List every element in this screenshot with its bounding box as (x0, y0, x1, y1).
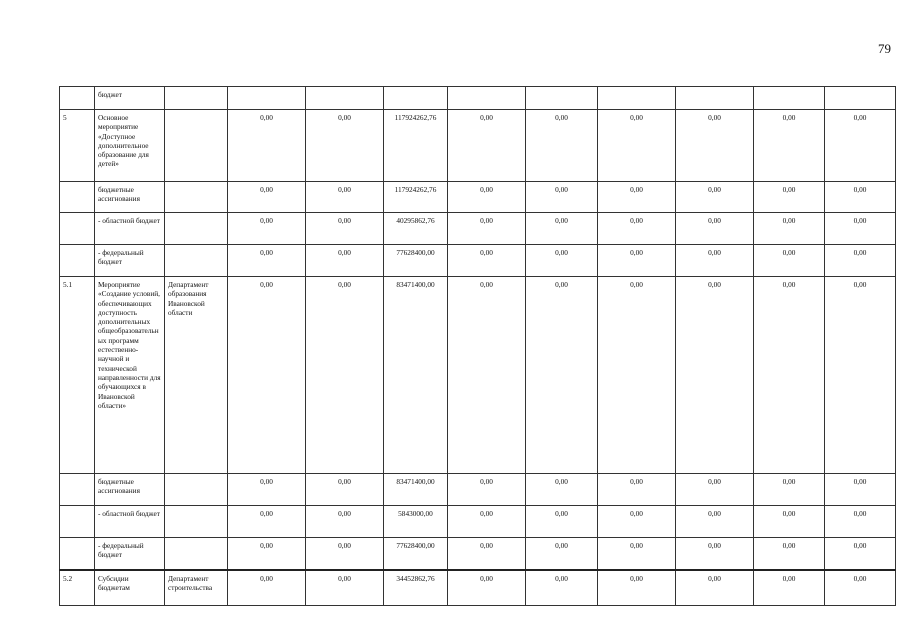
row-number-cell (60, 245, 95, 277)
row-number-cell: 5.2 (60, 570, 95, 606)
value-cell: 0,00 (825, 245, 896, 277)
value-cell: 0,00 (676, 506, 754, 538)
value-cell: 0,00 (306, 182, 384, 213)
value-cell: 0,00 (825, 474, 896, 506)
value-cell (306, 87, 384, 110)
table-row (60, 474, 896, 506)
budget-table (59, 86, 896, 606)
value-cell: 0,00 (598, 538, 676, 570)
value-cell: 0,00 (448, 245, 526, 277)
value-cell (448, 87, 526, 110)
value-cell: 0,00 (754, 182, 825, 213)
value-cell: 0,00 (754, 538, 825, 570)
value-cell: 0,00 (228, 538, 306, 570)
table-row (60, 110, 896, 182)
value-cell: 0,00 (228, 570, 306, 606)
value-cell: 0,00 (598, 110, 676, 182)
row-name-cell: - областной бюджет (95, 213, 165, 245)
value-cell: 0,00 (676, 182, 754, 213)
row-number-cell: 5.1 (60, 277, 95, 474)
value-cell (825, 87, 896, 110)
executor-cell (165, 182, 228, 213)
value-cell: 0,00 (754, 213, 825, 245)
row-name-cell: бюджетные ассигнования (95, 474, 165, 506)
value-cell: 0,00 (754, 506, 825, 538)
value-cell: 0,00 (676, 570, 754, 606)
value-cell: 0,00 (598, 213, 676, 245)
value-cell: 0,00 (598, 570, 676, 606)
value-cell: 0,00 (306, 213, 384, 245)
value-cell: 117924262,76 (384, 110, 448, 182)
value-cell (754, 87, 825, 110)
executor-cell (165, 245, 228, 277)
executor-cell: Департамент строительства (165, 570, 228, 606)
value-cell: 0,00 (825, 506, 896, 538)
row-name-cell: - федеральный бюджет (95, 538, 165, 570)
table-row (60, 570, 896, 606)
value-cell: 0,00 (825, 538, 896, 570)
row-name-cell: бюджет (95, 87, 165, 110)
value-cell: 0,00 (306, 474, 384, 506)
value-cell (228, 87, 306, 110)
value-cell: 77628400,00 (384, 538, 448, 570)
value-cell: 0,00 (526, 506, 598, 538)
value-cell: 0,00 (598, 474, 676, 506)
value-cell: 0,00 (754, 277, 825, 474)
value-cell: 0,00 (448, 506, 526, 538)
value-cell: 0,00 (676, 538, 754, 570)
value-cell: 0,00 (306, 110, 384, 182)
value-cell: 0,00 (448, 213, 526, 245)
value-cell: 0,00 (228, 277, 306, 474)
executor-cell (165, 213, 228, 245)
value-cell: 0,00 (676, 474, 754, 506)
value-cell: 0,00 (526, 538, 598, 570)
value-cell: 0,00 (448, 570, 526, 606)
value-cell: 0,00 (448, 182, 526, 213)
value-cell: 0,00 (598, 182, 676, 213)
row-name-cell: - областной бюджет (95, 506, 165, 538)
value-cell: 83471400,00 (384, 277, 448, 474)
value-cell: 0,00 (676, 277, 754, 474)
value-cell: 0,00 (526, 182, 598, 213)
row-number-cell (60, 474, 95, 506)
executor-cell (165, 506, 228, 538)
table-row (60, 277, 896, 474)
value-cell: 0,00 (825, 182, 896, 213)
value-cell: 0,00 (526, 110, 598, 182)
row-number-cell (60, 506, 95, 538)
value-cell: 0,00 (676, 213, 754, 245)
value-cell: 0,00 (306, 538, 384, 570)
value-cell: 0,00 (526, 245, 598, 277)
value-cell: 0,00 (448, 277, 526, 474)
value-cell: 0,00 (598, 245, 676, 277)
value-cell: 0,00 (526, 277, 598, 474)
row-number-cell (60, 182, 95, 213)
value-cell: 0,00 (448, 110, 526, 182)
value-cell: 0,00 (598, 506, 676, 538)
value-cell: 77628400,00 (384, 245, 448, 277)
value-cell: 0,00 (228, 245, 306, 277)
value-cell: 0,00 (306, 570, 384, 606)
value-cell (526, 87, 598, 110)
executor-cell (165, 87, 228, 110)
value-cell: 0,00 (676, 245, 754, 277)
value-cell (384, 87, 448, 110)
value-cell: 0,00 (448, 538, 526, 570)
value-cell: 0,00 (825, 277, 896, 474)
value-cell: 0,00 (228, 506, 306, 538)
value-cell: 0,00 (526, 213, 598, 245)
executor-cell (165, 110, 228, 182)
value-cell (598, 87, 676, 110)
row-number-cell (60, 538, 95, 570)
row-number-cell: 5 (60, 110, 95, 182)
table-row (60, 245, 896, 277)
executor-cell (165, 474, 228, 506)
row-name-cell: - федеральный бюджет (95, 245, 165, 277)
value-cell: 83471400,00 (384, 474, 448, 506)
row-number-cell (60, 87, 95, 110)
value-cell: 0,00 (754, 245, 825, 277)
table-row (60, 87, 896, 110)
value-cell: 0,00 (754, 570, 825, 606)
row-name-cell: бюджетные ассигнования (95, 182, 165, 213)
page-number: 79 (878, 41, 891, 56)
value-cell: 5843000,00 (384, 506, 448, 538)
table-row (60, 213, 896, 245)
row-name-cell: Мероприятие «Создание условий, обеспечивающих доступность дополнительных общеобразовательных программ естественно-научной и технической направленности для обучающихся в Ивановской области» (95, 277, 165, 474)
row-name-cell: Основное мероприятие «Доступное дополнительное образование для детей» (95, 110, 165, 182)
value-cell: 0,00 (228, 474, 306, 506)
value-cell: 0,00 (754, 110, 825, 182)
value-cell: 0,00 (228, 110, 306, 182)
table-row (60, 506, 896, 538)
value-cell: 0,00 (228, 213, 306, 245)
value-cell: 40295862,76 (384, 213, 448, 245)
table-row (60, 538, 896, 570)
value-cell: 34452862,76 (384, 570, 448, 606)
value-cell: 0,00 (598, 277, 676, 474)
value-cell: 0,00 (448, 474, 526, 506)
executor-cell: Департамент образования Ивановской области (165, 277, 228, 474)
value-cell: 0,00 (825, 110, 896, 182)
value-cell (676, 87, 754, 110)
value-cell: 0,00 (754, 474, 825, 506)
value-cell: 0,00 (676, 110, 754, 182)
value-cell: 117924262,76 (384, 182, 448, 213)
value-cell: 0,00 (306, 277, 384, 474)
row-number-cell (60, 213, 95, 245)
value-cell: 0,00 (526, 474, 598, 506)
executor-cell (165, 538, 228, 570)
value-cell: 0,00 (228, 182, 306, 213)
value-cell: 0,00 (825, 570, 896, 606)
table-row (60, 182, 896, 213)
value-cell: 0,00 (825, 213, 896, 245)
value-cell: 0,00 (526, 570, 598, 606)
value-cell: 0,00 (306, 506, 384, 538)
row-name-cell: Субсидии бюджетам (95, 570, 165, 606)
value-cell: 0,00 (306, 245, 384, 277)
